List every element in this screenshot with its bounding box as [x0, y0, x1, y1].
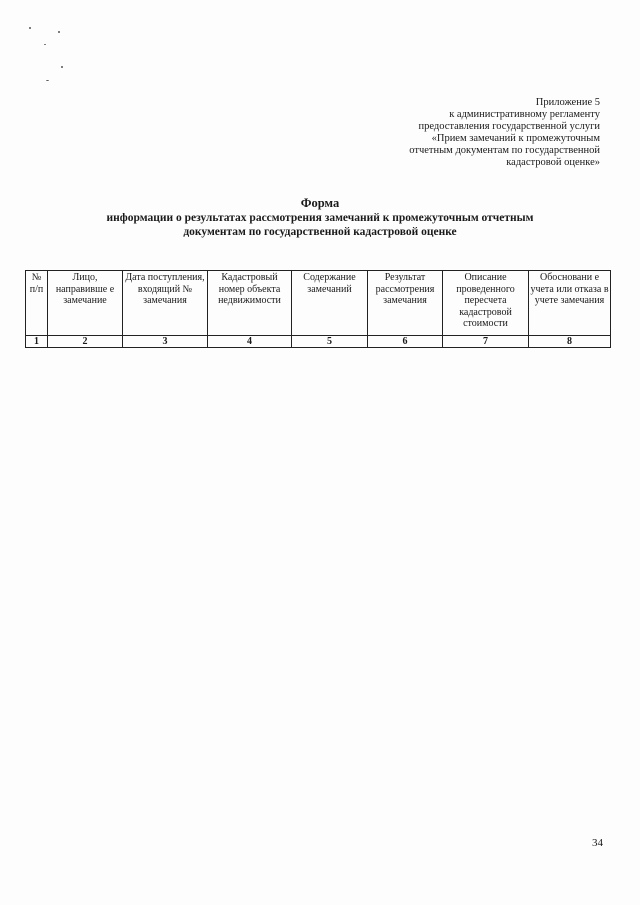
table-header-row: [26, 271, 611, 336]
form-title-line: документам по государственной кадастровой оценке: [183, 226, 457, 238]
column-number: 6: [368, 336, 443, 348]
column-header: № п/п: [26, 271, 48, 336]
appendix-line: предоставления государственной услуги: [418, 121, 600, 132]
column-number: 1: [26, 336, 48, 348]
scan-speck: [61, 66, 63, 68]
appendix-header: [340, 97, 600, 169]
column-header: Обосновани е учета или отказа в учете замечания: [529, 271, 611, 336]
form-title-line: информации о результатах рассмотрения замечаний к промежуточным отчетным: [106, 212, 534, 224]
column-header: Результат рассмотрения замечания: [368, 271, 443, 336]
table-numbering-row: [26, 336, 611, 348]
form-title-label: Форма: [300, 196, 340, 210]
column-number: 5: [292, 336, 368, 348]
column-number: 2: [48, 336, 123, 348]
page-number: 34: [592, 837, 603, 849]
appendix-line: Приложение 5: [535, 97, 600, 108]
scan-speck: [44, 44, 46, 45]
column-number: 4: [208, 336, 292, 348]
scan-speck: [46, 80, 49, 81]
column-header: Кадастровый номер объекта недвижимости: [208, 271, 292, 336]
scan-speck: [29, 27, 31, 29]
column-number: 7: [443, 336, 529, 348]
column-number: 8: [529, 336, 611, 348]
column-number: 3: [123, 336, 208, 348]
results-table: [25, 270, 611, 348]
column-header: Описание проведенного пересчета кадастровой стоимости: [443, 271, 529, 336]
appendix-line: отчетным документам по государственной: [409, 145, 600, 156]
appendix-line: «Прием замечаний к промежуточным: [431, 133, 600, 144]
form-title: [40, 196, 600, 239]
scan-speck: [58, 31, 60, 33]
column-header: Дата поступления, входящий № замечания: [123, 271, 208, 336]
column-header: Содержание замечаний: [292, 271, 368, 336]
appendix-line: кадастровой оценке»: [506, 157, 600, 168]
column-header: Лицо, направивше е замечание: [48, 271, 123, 336]
appendix-line: к административному регламенту: [449, 109, 600, 120]
